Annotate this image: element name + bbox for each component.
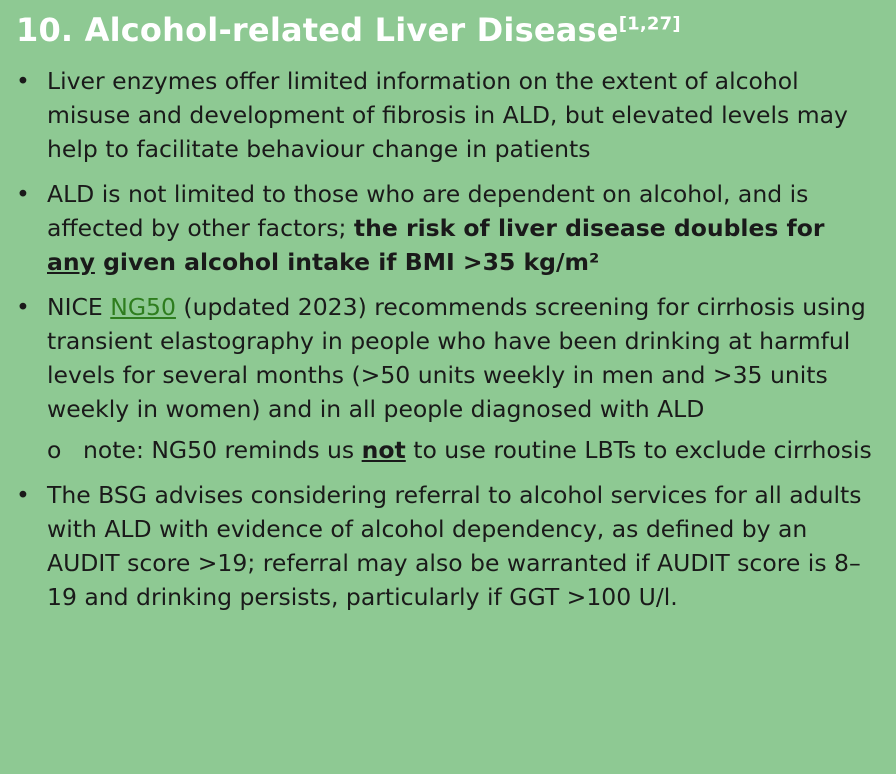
bullet-text: NICE — [47, 293, 111, 321]
bullet-item — [16, 478, 880, 614]
ng50-link[interactable]: NG50 — [110, 293, 176, 321]
bullet-icon: • — [16, 293, 30, 321]
underlined-word: any — [47, 248, 95, 276]
sub-bullet-text: note: NG50 reminds us — [83, 436, 362, 464]
sub-bullet-icon: o — [47, 436, 62, 464]
section-title-text: 10. Alcohol-related Liver Disease — [16, 11, 619, 49]
bullet-text: ALD is not limited to those who are dependent on alcohol, and is affected by other factors; — [47, 180, 809, 242]
bullet-emphasis: the risk of liver disease doubles for any given alcohol intake if BMI >35 kg/m² — [47, 214, 825, 276]
bullet-list — [16, 64, 880, 614]
sub-bullet-text: to use routine LBTs to exclude cirrhosis — [405, 436, 872, 464]
sub-bullet — [47, 433, 880, 467]
sub-bullet-emphasis: not — [361, 436, 406, 464]
bullet-item — [16, 177, 880, 279]
bullet-text: The BSG advises considering referral to alcohol services for all adults with ALD with evidence of alcohol dependency, as defined by an AUDIT score >19; referral may also be warranted if AUDIT score is 8–19 and drinking persists, particularly if GGT >100 U/l. — [47, 481, 862, 611]
bullet-item — [16, 64, 880, 166]
section-title — [16, 8, 880, 52]
reference-citation: [1,27] — [618, 13, 681, 35]
bullet-text: Liver enzymes offer limited information on the extent of alcohol misuse and development of fibrosis in ALD, but elevated levels may help to facilitate behaviour change in patients — [47, 67, 848, 163]
bullet-icon: • — [16, 180, 30, 208]
bullet-icon: • — [16, 67, 30, 95]
bullet-icon: • — [16, 481, 30, 509]
bullet-text: (updated 2023) recommends screening for cirrhosis using transient elastography in people who have been drinking at harmful levels for several months (>50 units weekly in men and >35 units weekly in women) and in all people diagnosed with ALD — [47, 293, 866, 423]
bullet-item — [16, 290, 880, 467]
